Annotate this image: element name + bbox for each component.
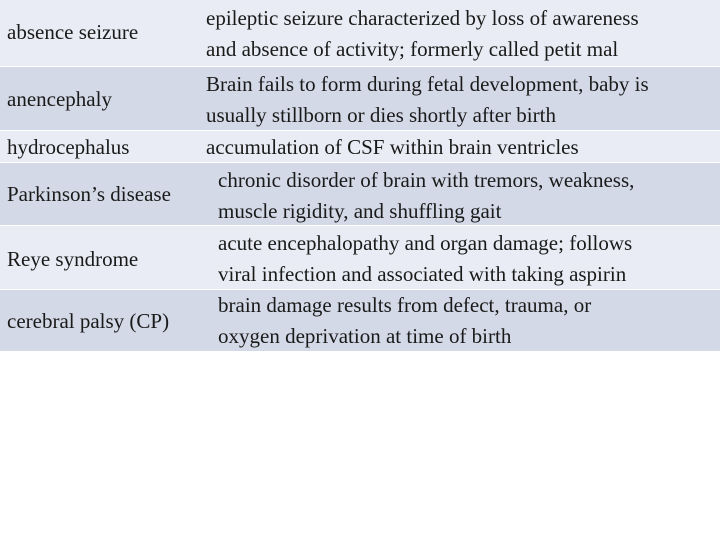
definition-cell: epileptic seizure characterized by loss of awareness and absence of activity; formerly called petit mal <box>206 6 639 61</box>
definition-cell: Brain fails to form during fetal development, baby is usually stillborn or dies shortly after birth <box>206 72 649 127</box>
term-cell: absence seizure <box>7 20 139 44</box>
table-row <box>0 163 720 226</box>
definition-cell: chronic disorder of brain with tremors, weakness, muscle rigidity, and shuffling gait <box>218 168 635 223</box>
definition-cell: acute encephalopathy and organ damage; follows viral infection and associated with taking aspirin <box>218 231 633 286</box>
table-row <box>0 131 720 163</box>
table-row <box>0 67 720 131</box>
term-cell: Parkinson’s disease <box>7 182 171 206</box>
term-cell: cerebral palsy (CP) <box>7 309 170 333</box>
term-cell: anencephaly <box>7 87 112 111</box>
definition-cell: accumulation of CSF within brain ventricles <box>206 135 579 159</box>
definition-cell: brain damage results from defect, trauma, or oxygen deprivation at time of birth <box>218 293 592 348</box>
table-row <box>0 0 720 67</box>
term-cell: Reye syndrome <box>7 247 139 271</box>
term-cell: hydrocephalus <box>7 135 130 159</box>
table-row <box>0 290 720 352</box>
table-row <box>0 226 720 290</box>
